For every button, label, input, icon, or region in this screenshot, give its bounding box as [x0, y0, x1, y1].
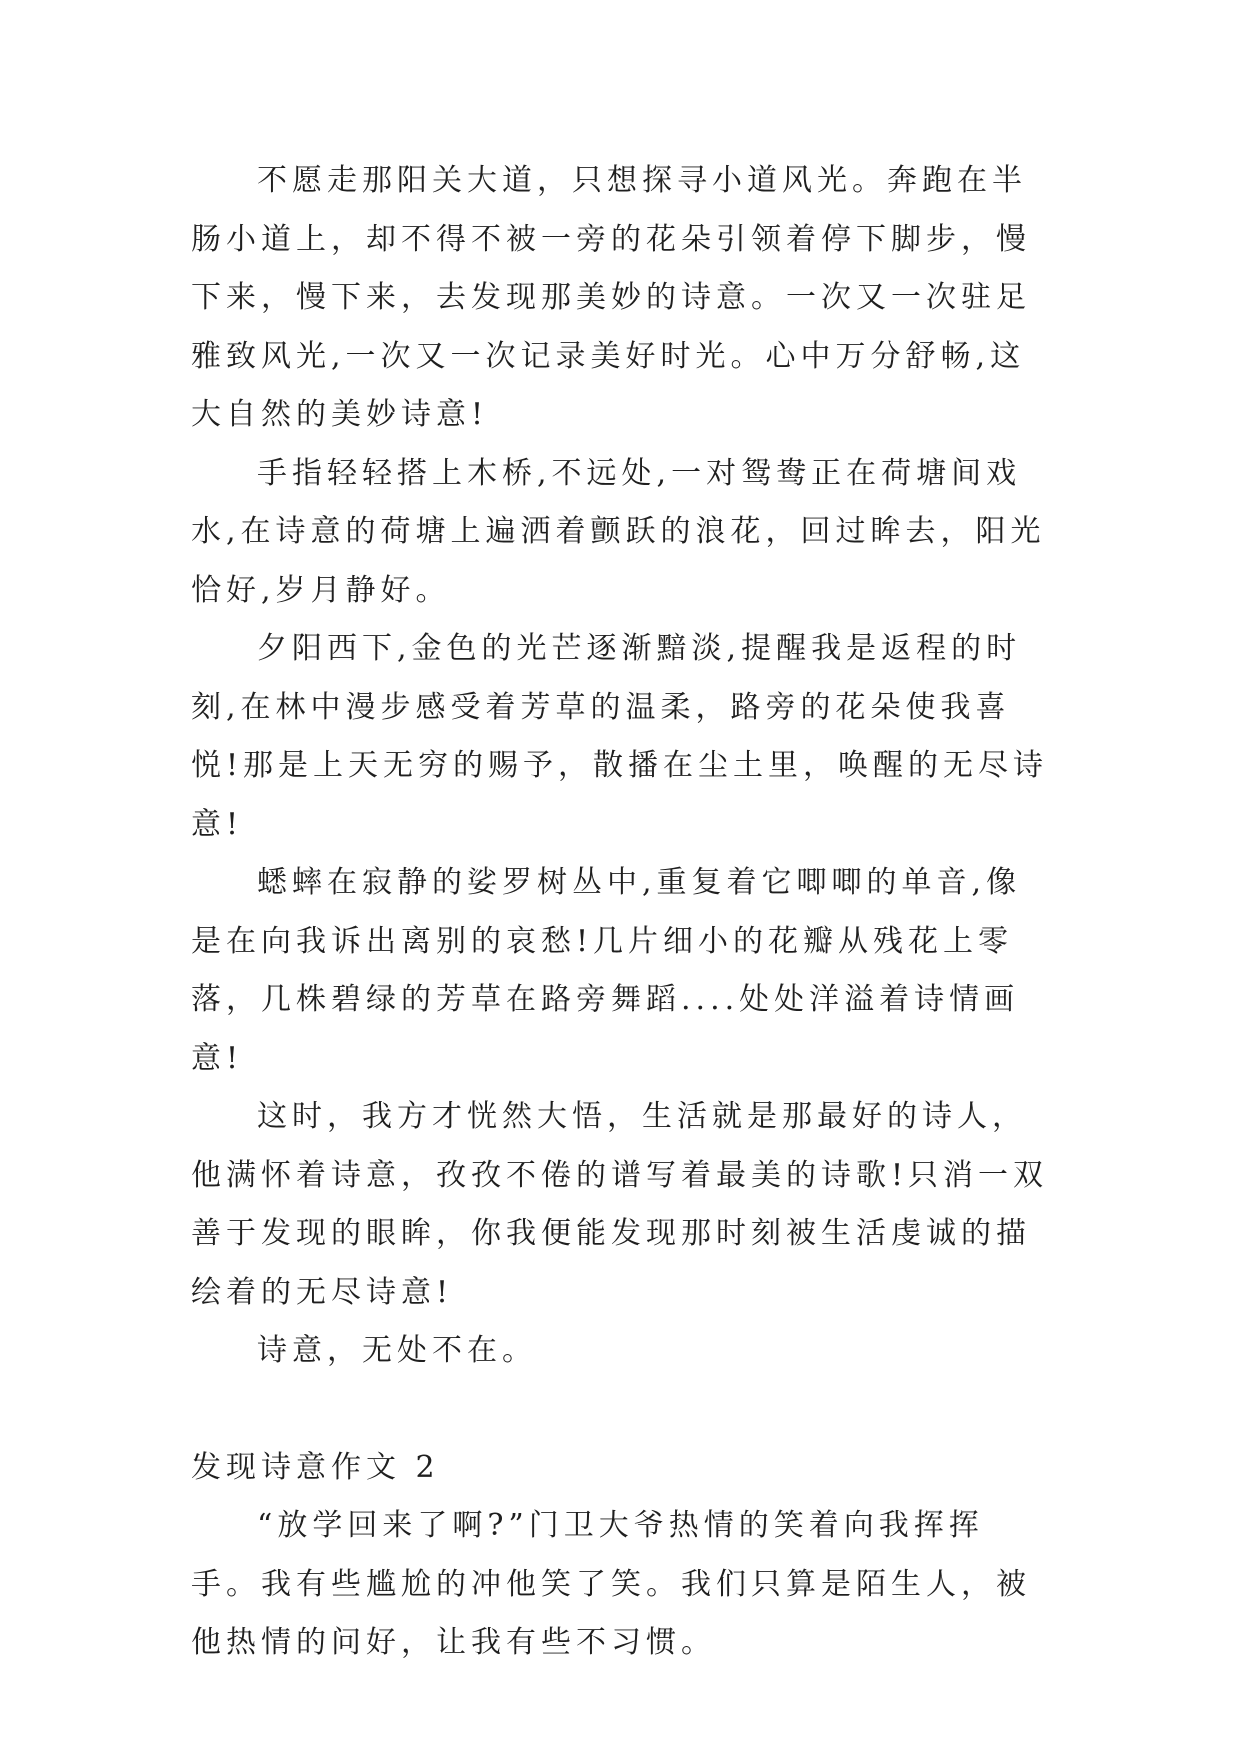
- paragraph: 这时，我方才恍然大悟，生活就是那最好的诗人，他满怀着诗意，孜孜不倦的谱写着最美的诗歌!只消一双善于发现的眼眸，你我便能发现那时刻被生活虔诚的描绘着的无尽诗意!: [191, 1099, 1049, 1310]
- paragraph: 手指轻轻搭上木桥,不远处,一对鸳鸯正在荷塘间戏水,在诗意的荷塘上遍洒着颤跃的浪花，回过眸去，阳光恰好,岁月静好。: [191, 455, 1046, 608]
- document-body: [191, 152, 1051, 1673]
- paragraph: 夕阳西下,金色的光芒逐渐黯淡,提醒我是返程的时刻,在林中漫步感受着芳草的温柔，路旁的花朵使我喜悦!那是上天无穷的赐予，散播在尘土里，唤醒的无尽诗意!: [191, 631, 1049, 842]
- paragraph: 不愿走那阳关大道，只想探寻小道风光。奔跑在半肠小道上，却不得不被一旁的花朵引领着停下脚步，慢下来，慢下来，去发现那美妙的诗意。一次又一次驻足雅致风光,一次又一次记录美好时光。心中万分舒畅,这大自然的美妙诗意!: [191, 163, 1031, 432]
- paragraph: “放学回来了啊?”门卫大爷热情的笑着向我挥挥手。我有些尴尬的冲他笑了笑。我们只算是陌生人，被他热情的问好，让我有些不习惯。: [191, 1508, 1031, 1660]
- section-title: 发现诗意作文 2: [191, 1449, 440, 1485]
- section-spacer: [191, 1381, 1051, 1439]
- paragraph: 蟋蟀在寂静的娑罗树丛中,重复着它唧唧的单音,像是在向我诉出离别的哀愁!几片细小的花瓣从残花上零落，几株碧绿的芳草在路旁舞蹈....处处洋溢着诗情画意!: [191, 865, 1022, 1076]
- paragraph: 诗意，无处不在。: [257, 1333, 537, 1368]
